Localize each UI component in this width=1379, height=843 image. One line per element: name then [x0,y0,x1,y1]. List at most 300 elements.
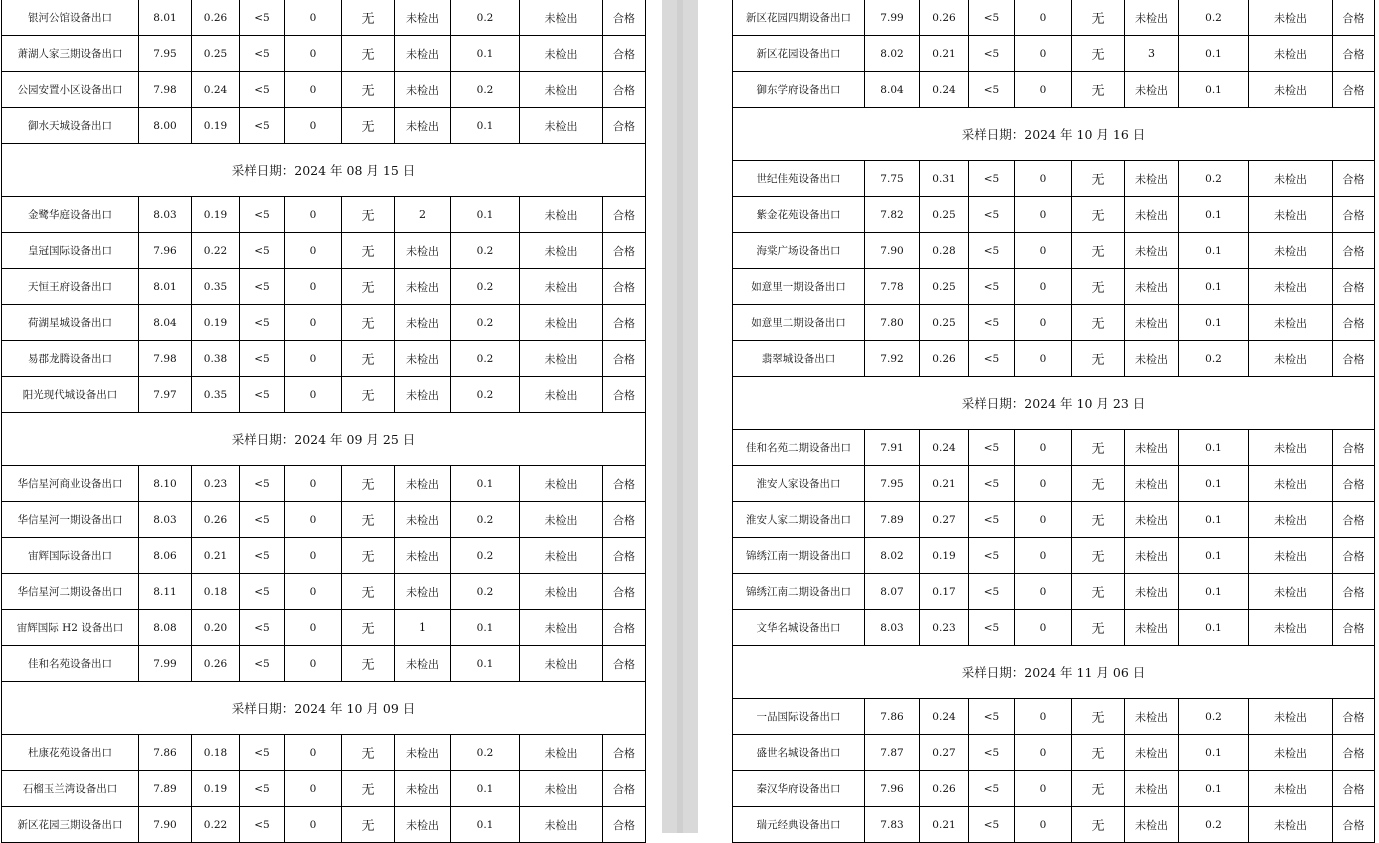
bacteria-count-cell: 未检出 [1125,269,1179,305]
table-row [2,197,646,233]
chlorine-value-cell: 0.25 [920,305,969,341]
color-value-cell: 0 [285,807,342,843]
bacteria-count-cell: 未检出 [1125,735,1179,771]
station-name-cell: 紫金花苑设备出口 [733,197,865,233]
page-gap-shadow [677,0,683,833]
oxygen-consumption-cell: 0.1 [451,771,520,807]
color-value-cell: 0 [285,269,342,305]
chlorine-value-cell: 0.25 [192,36,240,72]
turbidity-value-cell: <5 [240,0,285,36]
color-value-cell: 0 [1015,538,1072,574]
odor-value-cell: 无 [1072,36,1125,72]
oxygen-consumption-cell: 0.1 [1179,36,1249,72]
result-cell: 合格 [603,305,646,341]
bacteria-count-cell: 未检出 [1125,466,1179,502]
result-cell: 合格 [1333,269,1375,305]
oxygen-consumption-cell: 0.1 [1179,197,1249,233]
odor-value-cell: 无 [1072,269,1125,305]
color-value-cell: 0 [285,771,342,807]
ph-value-cell: 7.87 [865,735,920,771]
table-row [2,0,646,36]
bacteria-count-cell: 未检出 [1125,771,1179,807]
turbidity-value-cell: <5 [969,807,1015,843]
result-cell: 合格 [603,771,646,807]
ph-value-cell: 7.95 [139,36,192,72]
turbidity-value-cell: <5 [240,377,285,413]
station-name-cell: 翡翠城设备出口 [733,341,865,377]
result-cell: 合格 [603,574,646,610]
color-value-cell: 0 [285,502,342,538]
odor-value-cell: 无 [1072,574,1125,610]
coliform-cell: 未检出 [520,305,603,341]
turbidity-value-cell: <5 [969,36,1015,72]
sampling-date-label: 采样日期：2024 年 10 月 16 日 [733,108,1375,161]
bacteria-count-cell: 未检出 [1125,0,1179,36]
station-name-cell: 阳光现代城设备出口 [2,377,139,413]
ph-value-cell: 8.10 [139,466,192,502]
bacteria-count-cell: 3 [1125,36,1179,72]
station-name-cell: 石榴玉兰湾设备出口 [2,771,139,807]
table-row [733,197,1375,233]
odor-value-cell: 无 [342,305,395,341]
chlorine-value-cell: 0.19 [192,108,240,144]
station-name-cell: 世纪佳苑设备出口 [733,161,865,197]
chlorine-value-cell: 0.19 [192,771,240,807]
ph-value-cell: 7.99 [865,0,920,36]
ph-value-cell: 7.75 [865,161,920,197]
coliform-cell: 未检出 [1249,538,1333,574]
turbidity-value-cell: <5 [969,502,1015,538]
result-cell: 合格 [1333,341,1375,377]
bacteria-count-cell: 未检出 [395,341,451,377]
turbidity-value-cell: <5 [969,699,1015,735]
oxygen-consumption-cell: 0.2 [1179,341,1249,377]
coliform-cell: 未检出 [1249,36,1333,72]
table-row [2,502,646,538]
table-row [733,0,1375,36]
ph-value-cell: 7.96 [865,771,920,807]
bacteria-count-cell: 未检出 [395,72,451,108]
coliform-cell: 未检出 [520,502,603,538]
table-row [2,377,646,413]
result-cell: 合格 [1333,735,1375,771]
ph-value-cell: 7.86 [139,735,192,771]
chlorine-value-cell: 0.28 [920,233,969,269]
chlorine-value-cell: 0.24 [920,72,969,108]
sampling-date-label: 采样日期：2024 年 10 月 23 日 [733,377,1375,430]
result-cell: 合格 [603,807,646,843]
oxygen-consumption-cell: 0.1 [451,610,520,646]
chlorine-value-cell: 0.25 [920,197,969,233]
station-name-cell: 盛世名城设备出口 [733,735,865,771]
color-value-cell: 0 [1015,72,1072,108]
oxygen-consumption-cell: 0.1 [451,108,520,144]
turbidity-value-cell: <5 [969,305,1015,341]
table-row [2,36,646,72]
coliform-cell: 未检出 [1249,699,1333,735]
station-name-cell: 银河公馆设备出口 [2,0,139,36]
bacteria-count-cell: 未检出 [1125,502,1179,538]
result-cell: 合格 [1333,72,1375,108]
sampling-date-label: 采样日期：2024 年 11 月 06 日 [733,646,1375,699]
table-row [733,807,1375,843]
station-name-cell: 易郡龙腾设备出口 [2,341,139,377]
table-row [2,466,646,502]
oxygen-consumption-cell: 0.2 [1179,699,1249,735]
result-cell: 合格 [603,646,646,682]
oxygen-consumption-cell: 0.2 [451,233,520,269]
bacteria-count-cell: 未检出 [395,108,451,144]
result-cell: 合格 [603,538,646,574]
ph-value-cell: 8.06 [139,538,192,574]
result-cell: 合格 [1333,538,1375,574]
ph-value-cell: 8.03 [865,610,920,646]
turbidity-value-cell: <5 [969,430,1015,466]
turbidity-value-cell: <5 [240,108,285,144]
coliform-cell: 未检出 [520,466,603,502]
oxygen-consumption-cell: 0.1 [1179,466,1249,502]
coliform-cell: 未检出 [1249,269,1333,305]
turbidity-value-cell: <5 [969,161,1015,197]
chlorine-value-cell: 0.31 [920,161,969,197]
sampling-date-row [2,682,646,735]
station-name-cell: 公园安置小区设备出口 [2,72,139,108]
coliform-cell: 未检出 [520,646,603,682]
ph-value-cell: 7.86 [865,699,920,735]
chlorine-value-cell: 0.26 [920,341,969,377]
turbidity-value-cell: <5 [969,341,1015,377]
bacteria-count-cell: 未检出 [1125,72,1179,108]
table-row [2,305,646,341]
result-cell: 合格 [603,735,646,771]
color-value-cell: 0 [285,72,342,108]
ph-value-cell: 8.01 [139,269,192,305]
bacteria-count-cell: 未检出 [395,771,451,807]
oxygen-consumption-cell: 0.2 [451,735,520,771]
result-cell: 合格 [1333,305,1375,341]
color-value-cell: 0 [285,466,342,502]
result-cell: 合格 [1333,574,1375,610]
chlorine-value-cell: 0.26 [920,771,969,807]
station-name-cell: 宙辉国际设备出口 [2,538,139,574]
color-value-cell: 0 [285,197,342,233]
table-row [2,610,646,646]
ph-value-cell: 7.83 [865,807,920,843]
result-cell: 合格 [1333,197,1375,233]
coliform-cell: 未检出 [1249,197,1333,233]
chlorine-value-cell: 0.21 [192,538,240,574]
chlorine-value-cell: 0.38 [192,341,240,377]
chlorine-value-cell: 0.24 [920,699,969,735]
odor-value-cell: 无 [1072,430,1125,466]
sampling-date-row [733,377,1375,430]
oxygen-consumption-cell: 0.2 [1179,0,1249,36]
oxygen-consumption-cell: 0.1 [451,466,520,502]
sampling-date-label: 采样日期：2024 年 08 月 15 日 [2,144,646,197]
ph-value-cell: 8.11 [139,574,192,610]
station-name-cell: 海棠广场设备出口 [733,233,865,269]
result-cell: 合格 [603,466,646,502]
result-cell: 合格 [603,233,646,269]
odor-value-cell: 无 [1072,341,1125,377]
color-value-cell: 0 [1015,807,1072,843]
station-name-cell: 宙辉国际 H2 设备出口 [2,610,139,646]
turbidity-value-cell: <5 [969,610,1015,646]
ph-value-cell: 7.82 [865,197,920,233]
ph-value-cell: 7.92 [865,341,920,377]
result-cell: 合格 [1333,610,1375,646]
oxygen-consumption-cell: 0.2 [1179,161,1249,197]
odor-value-cell: 无 [1072,233,1125,269]
odor-value-cell: 无 [342,269,395,305]
bacteria-count-cell: 1 [395,610,451,646]
sampling-date-label: 采样日期：2024 年 10 月 09 日 [2,682,646,735]
odor-value-cell: 无 [342,646,395,682]
sampling-date-row [733,646,1375,699]
station-name-cell: 新区花园四期设备出口 [733,0,865,36]
chlorine-value-cell: 0.19 [192,305,240,341]
odor-value-cell: 无 [1072,807,1125,843]
ph-value-cell: 8.03 [139,197,192,233]
turbidity-value-cell: <5 [240,771,285,807]
color-value-cell: 0 [1015,466,1072,502]
coliform-cell: 未检出 [520,72,603,108]
table-row [2,72,646,108]
coliform-cell: 未检出 [520,807,603,843]
table-row [733,269,1375,305]
ph-value-cell: 8.07 [865,574,920,610]
turbidity-value-cell: <5 [240,646,285,682]
result-cell: 合格 [1333,0,1375,36]
ph-value-cell: 7.98 [139,341,192,377]
coliform-cell: 未检出 [1249,233,1333,269]
coliform-cell: 未检出 [520,269,603,305]
chlorine-value-cell: 0.26 [920,0,969,36]
result-cell: 合格 [603,108,646,144]
document-page-left [0,0,662,833]
odor-value-cell: 无 [1072,197,1125,233]
coliform-cell: 未检出 [520,610,603,646]
table-row [2,538,646,574]
chlorine-value-cell: 0.24 [920,430,969,466]
table-row [733,502,1375,538]
oxygen-consumption-cell: 0.1 [1179,574,1249,610]
station-name-cell: 瑞元经典设备出口 [733,807,865,843]
table-row [733,610,1375,646]
bacteria-count-cell: 未检出 [1125,341,1179,377]
table-row [2,771,646,807]
station-name-cell: 文华名城设备出口 [733,610,865,646]
coliform-cell: 未检出 [520,538,603,574]
table-row [733,36,1375,72]
result-cell: 合格 [603,377,646,413]
station-name-cell: 如意里一期设备出口 [733,269,865,305]
chlorine-value-cell: 0.25 [920,269,969,305]
result-cell: 合格 [1333,699,1375,735]
oxygen-consumption-cell: 0.1 [1179,502,1249,538]
color-value-cell: 0 [1015,610,1072,646]
odor-value-cell: 无 [1072,502,1125,538]
oxygen-consumption-cell: 0.2 [451,269,520,305]
table-row [733,161,1375,197]
chlorine-value-cell: 0.21 [920,466,969,502]
odor-value-cell: 无 [1072,161,1125,197]
bacteria-count-cell: 未检出 [395,502,451,538]
bacteria-count-cell: 未检出 [1125,699,1179,735]
turbidity-value-cell: <5 [240,197,285,233]
oxygen-consumption-cell: 0.2 [451,341,520,377]
ph-value-cell: 7.91 [865,430,920,466]
ph-value-cell: 7.90 [865,233,920,269]
color-value-cell: 0 [1015,771,1072,807]
table-row [2,574,646,610]
odor-value-cell: 无 [342,0,395,36]
station-name-cell: 淮安人家二期设备出口 [733,502,865,538]
chlorine-value-cell: 0.18 [192,574,240,610]
coliform-cell: 未检出 [1249,771,1333,807]
result-cell: 合格 [603,72,646,108]
odor-value-cell: 无 [342,466,395,502]
oxygen-consumption-cell: 0.2 [451,538,520,574]
turbidity-value-cell: <5 [969,771,1015,807]
chlorine-value-cell: 0.23 [192,466,240,502]
station-name-cell: 淮安人家设备出口 [733,466,865,502]
oxygen-consumption-cell: 0.1 [1179,610,1249,646]
chlorine-value-cell: 0.27 [920,502,969,538]
turbidity-value-cell: <5 [240,574,285,610]
ph-value-cell: 8.00 [139,108,192,144]
ph-value-cell: 8.01 [139,0,192,36]
oxygen-consumption-cell: 0.1 [1179,430,1249,466]
bacteria-count-cell: 未检出 [395,269,451,305]
color-value-cell: 0 [285,305,342,341]
station-name-cell: 御水天城设备出口 [2,108,139,144]
result-cell: 合格 [603,269,646,305]
table-row [733,735,1375,771]
bacteria-count-cell: 未检出 [395,233,451,269]
color-value-cell: 0 [1015,341,1072,377]
odor-value-cell: 无 [1072,771,1125,807]
result-cell: 合格 [603,197,646,233]
odor-value-cell: 无 [1072,735,1125,771]
station-name-cell: 新区花园设备出口 [733,36,865,72]
chlorine-value-cell: 0.22 [192,807,240,843]
color-value-cell: 0 [285,735,342,771]
ph-value-cell: 7.80 [865,305,920,341]
table-row [733,72,1375,108]
result-cell: 合格 [1333,233,1375,269]
color-value-cell: 0 [1015,574,1072,610]
turbidity-value-cell: <5 [969,0,1015,36]
turbidity-value-cell: <5 [240,538,285,574]
table-row [733,771,1375,807]
coliform-cell: 未检出 [1249,466,1333,502]
turbidity-value-cell: <5 [969,574,1015,610]
ph-value-cell: 7.97 [139,377,192,413]
turbidity-value-cell: <5 [240,36,285,72]
oxygen-consumption-cell: 0.1 [1179,771,1249,807]
chlorine-value-cell: 0.26 [192,0,240,36]
table-row [2,233,646,269]
odor-value-cell: 无 [342,108,395,144]
bacteria-count-cell: 未检出 [395,377,451,413]
sampling-date-row [733,108,1375,161]
coliform-cell: 未检出 [1249,161,1333,197]
turbidity-value-cell: <5 [969,197,1015,233]
bacteria-count-cell: 未检出 [395,0,451,36]
coliform-cell: 未检出 [1249,610,1333,646]
ph-value-cell: 8.03 [139,502,192,538]
station-name-cell: 佳和名苑设备出口 [2,646,139,682]
table-row [733,430,1375,466]
water-quality-table-right [732,0,1375,843]
table-row [2,108,646,144]
result-cell: 合格 [603,502,646,538]
result-cell: 合格 [1333,430,1375,466]
color-value-cell: 0 [285,341,342,377]
odor-value-cell: 无 [1072,699,1125,735]
oxygen-consumption-cell: 0.1 [451,646,520,682]
station-name-cell: 华信星河一期设备出口 [2,502,139,538]
chlorine-value-cell: 0.19 [192,197,240,233]
station-name-cell: 华信星河二期设备出口 [2,574,139,610]
turbidity-value-cell: <5 [240,610,285,646]
odor-value-cell: 无 [342,574,395,610]
station-name-cell: 杜康花苑设备出口 [2,735,139,771]
coliform-cell: 未检出 [1249,72,1333,108]
odor-value-cell: 无 [1072,305,1125,341]
odor-value-cell: 无 [342,72,395,108]
coliform-cell: 未检出 [1249,341,1333,377]
color-value-cell: 0 [1015,161,1072,197]
coliform-cell: 未检出 [1249,0,1333,36]
color-value-cell: 0 [1015,269,1072,305]
coliform-cell: 未检出 [520,341,603,377]
oxygen-consumption-cell: 0.1 [1179,538,1249,574]
bacteria-count-cell: 未检出 [1125,538,1179,574]
odor-value-cell: 无 [342,233,395,269]
station-name-cell: 佳和名苑二期设备出口 [733,430,865,466]
odor-value-cell: 无 [342,377,395,413]
oxygen-consumption-cell: 0.1 [451,197,520,233]
turbidity-value-cell: <5 [969,466,1015,502]
color-value-cell: 0 [1015,430,1072,466]
ph-value-cell: 7.89 [139,771,192,807]
chlorine-value-cell: 0.21 [920,807,969,843]
station-name-cell: 皇冠国际设备出口 [2,233,139,269]
table-row [2,646,646,682]
oxygen-consumption-cell: 0.1 [1179,233,1249,269]
coliform-cell: 未检出 [1249,807,1333,843]
odor-value-cell: 无 [1072,466,1125,502]
ph-value-cell: 7.99 [139,646,192,682]
chlorine-value-cell: 0.26 [192,502,240,538]
oxygen-consumption-cell: 0.1 [451,36,520,72]
color-value-cell: 0 [285,610,342,646]
table-row [2,269,646,305]
bacteria-count-cell: 未检出 [395,538,451,574]
chlorine-value-cell: 0.27 [920,735,969,771]
chlorine-value-cell: 0.22 [192,233,240,269]
table-row [2,735,646,771]
station-name-cell: 荷湖星城设备出口 [2,305,139,341]
oxygen-consumption-cell: 0.1 [451,807,520,843]
coliform-cell: 未检出 [1249,430,1333,466]
color-value-cell: 0 [1015,36,1072,72]
result-cell: 合格 [1333,161,1375,197]
oxygen-consumption-cell: 0.1 [1179,735,1249,771]
coliform-cell: 未检出 [1249,574,1333,610]
